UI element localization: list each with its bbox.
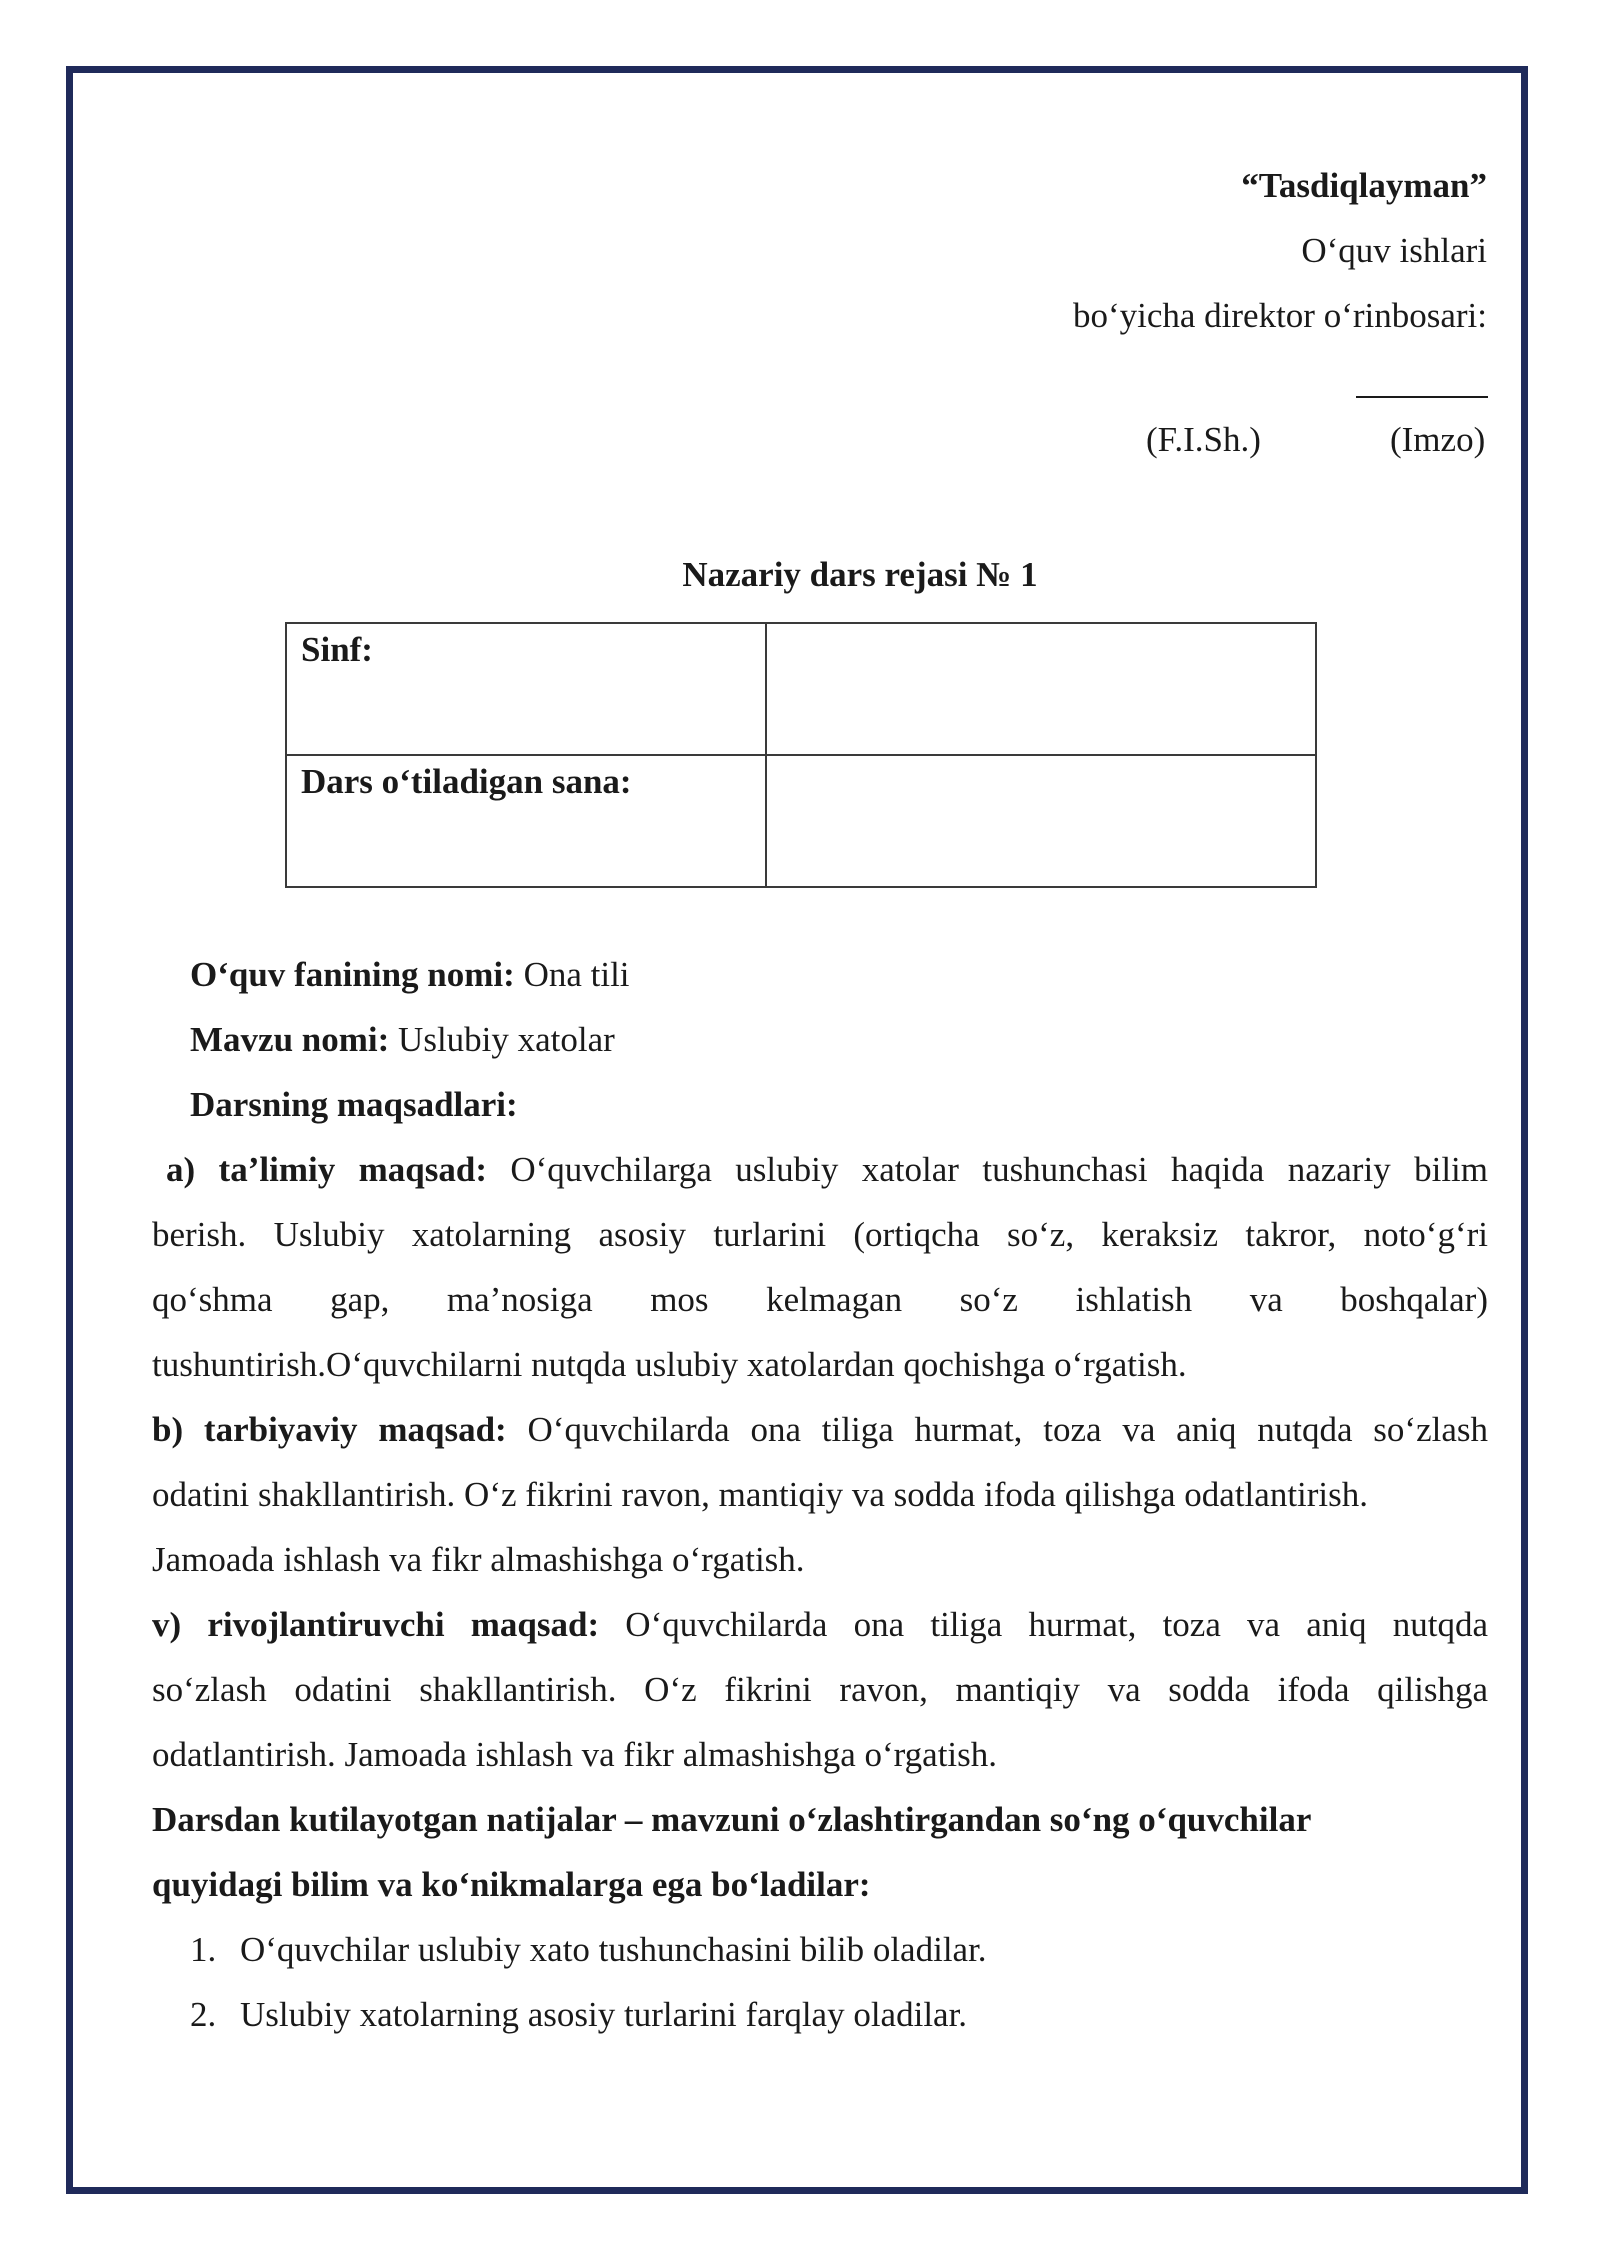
approval-heading: “Tasdiqlayman”: [1241, 166, 1487, 205]
results-heading-line-1: Darsdan kutilayotgan natijalar – mavzuni o‘zlashtirgandan so‘ng o‘quvchilar: [152, 1800, 1312, 1839]
info-table: [285, 622, 1317, 888]
signature-line: [1356, 396, 1488, 398]
table-value-date: [766, 755, 1316, 887]
goal-v-line-3: odatlantirish. Jamoada ishlash va fikr almashishga o‘rgatish.: [152, 1735, 998, 1774]
subject-line: [152, 942, 1488, 1007]
imzo-label: (Imzo): [1390, 420, 1486, 459]
goal-a-line-2: berish. Uslubiy xatolarning asosiy turlarini (ortiqcha so‘z, keraksiz takror, noto‘g‘ri: [152, 1215, 1488, 1254]
page-title: Nazariy dars rejasi № 1: [682, 555, 1038, 594]
approval-line-2: bo‘yicha direktor o‘rinbosari:: [1072, 296, 1487, 335]
goal-a-label: a) ta’limiy maqsad:: [166, 1150, 487, 1189]
table-label-date: Dars o‘tiladigan sana:: [286, 755, 766, 887]
goal-a-line-1: [152, 1137, 1488, 1202]
topic-label: Mavzu nomi:: [190, 1020, 390, 1059]
goal-a-text-1: O‘quvchilarga uslubiy xatolar tushunchasi haqida nazariy bilim: [486, 1150, 1488, 1189]
subject-value: Ona tili: [514, 955, 630, 994]
table-label-class: Sinf:: [286, 623, 766, 755]
topic-value: Uslubiy xatolar: [389, 1020, 615, 1059]
fish-label: (F.I.Sh.): [1146, 420, 1261, 459]
results-heading-line-2: quyidagi bilim va ko‘nikmalarga ega bo‘ladilar:: [152, 1865, 871, 1904]
goal-b-line-2: odatini shakllantirish. O‘z fikrini ravon, mantiqiy va sodda ifoda qilishga odatlantirish.: [152, 1475, 1369, 1514]
lesson-body: [152, 942, 1488, 2047]
goal-v-label: v) rivojlantiruvchi maqsad:: [152, 1605, 600, 1644]
table-value-class: [766, 623, 1316, 755]
goal-a-line-3: qo‘shma gap, ma’nosiga mos kelmagan so‘z ishlatish va boshqalar): [152, 1280, 1488, 1319]
goals-heading: Darsning maqsadlari:: [190, 1085, 518, 1124]
table-row: [286, 623, 1316, 755]
subject-label: O‘quv fanining nomi:: [190, 955, 515, 994]
approval-block: [1073, 153, 1487, 348]
goal-v-line-2: so‘zlash odatini shakllantirish. O‘z fikrini ravon, mantiqiy va sodda ifoda qilishga: [152, 1670, 1488, 1709]
list-item-number: 1.: [190, 1930, 217, 1969]
list-item-number: 2.: [190, 1995, 217, 2034]
goal-b-label: b) tarbiyaviy maqsad:: [152, 1410, 507, 1449]
goal-v-text-1: O‘quvchilarda ona tiliga hurmat, toza va aniq nutqda: [599, 1605, 1488, 1644]
list-item-text: O‘quvchilar uslubiy xato tushunchasini bilib oladilar.: [240, 1930, 987, 1969]
approval-line-1: O‘quv ishlari: [1301, 231, 1487, 270]
goal-b-line-3: Jamoada ishlash va fikr almashishga o‘rgatish.: [152, 1540, 805, 1579]
goal-v-line-1: [152, 1592, 1488, 1657]
goal-b-line-1: [152, 1397, 1488, 1462]
list-item-text: Uslubiy xatolarning asosiy turlarini farqlay oladilar.: [240, 1995, 968, 2034]
goal-a-line-4: tushuntirish.O‘quvchilarni nutqda uslubiy xatolardan qochishga o‘rgatish.: [152, 1345, 1187, 1384]
goal-b-text-1: O‘quvchilarda ona tiliga hurmat, toza va aniq nutqda so‘zlash: [506, 1410, 1488, 1449]
table-row: [286, 755, 1316, 887]
list-item: [152, 1982, 1488, 2047]
topic-line: [152, 1007, 1488, 1072]
list-item: [152, 1917, 1488, 1982]
